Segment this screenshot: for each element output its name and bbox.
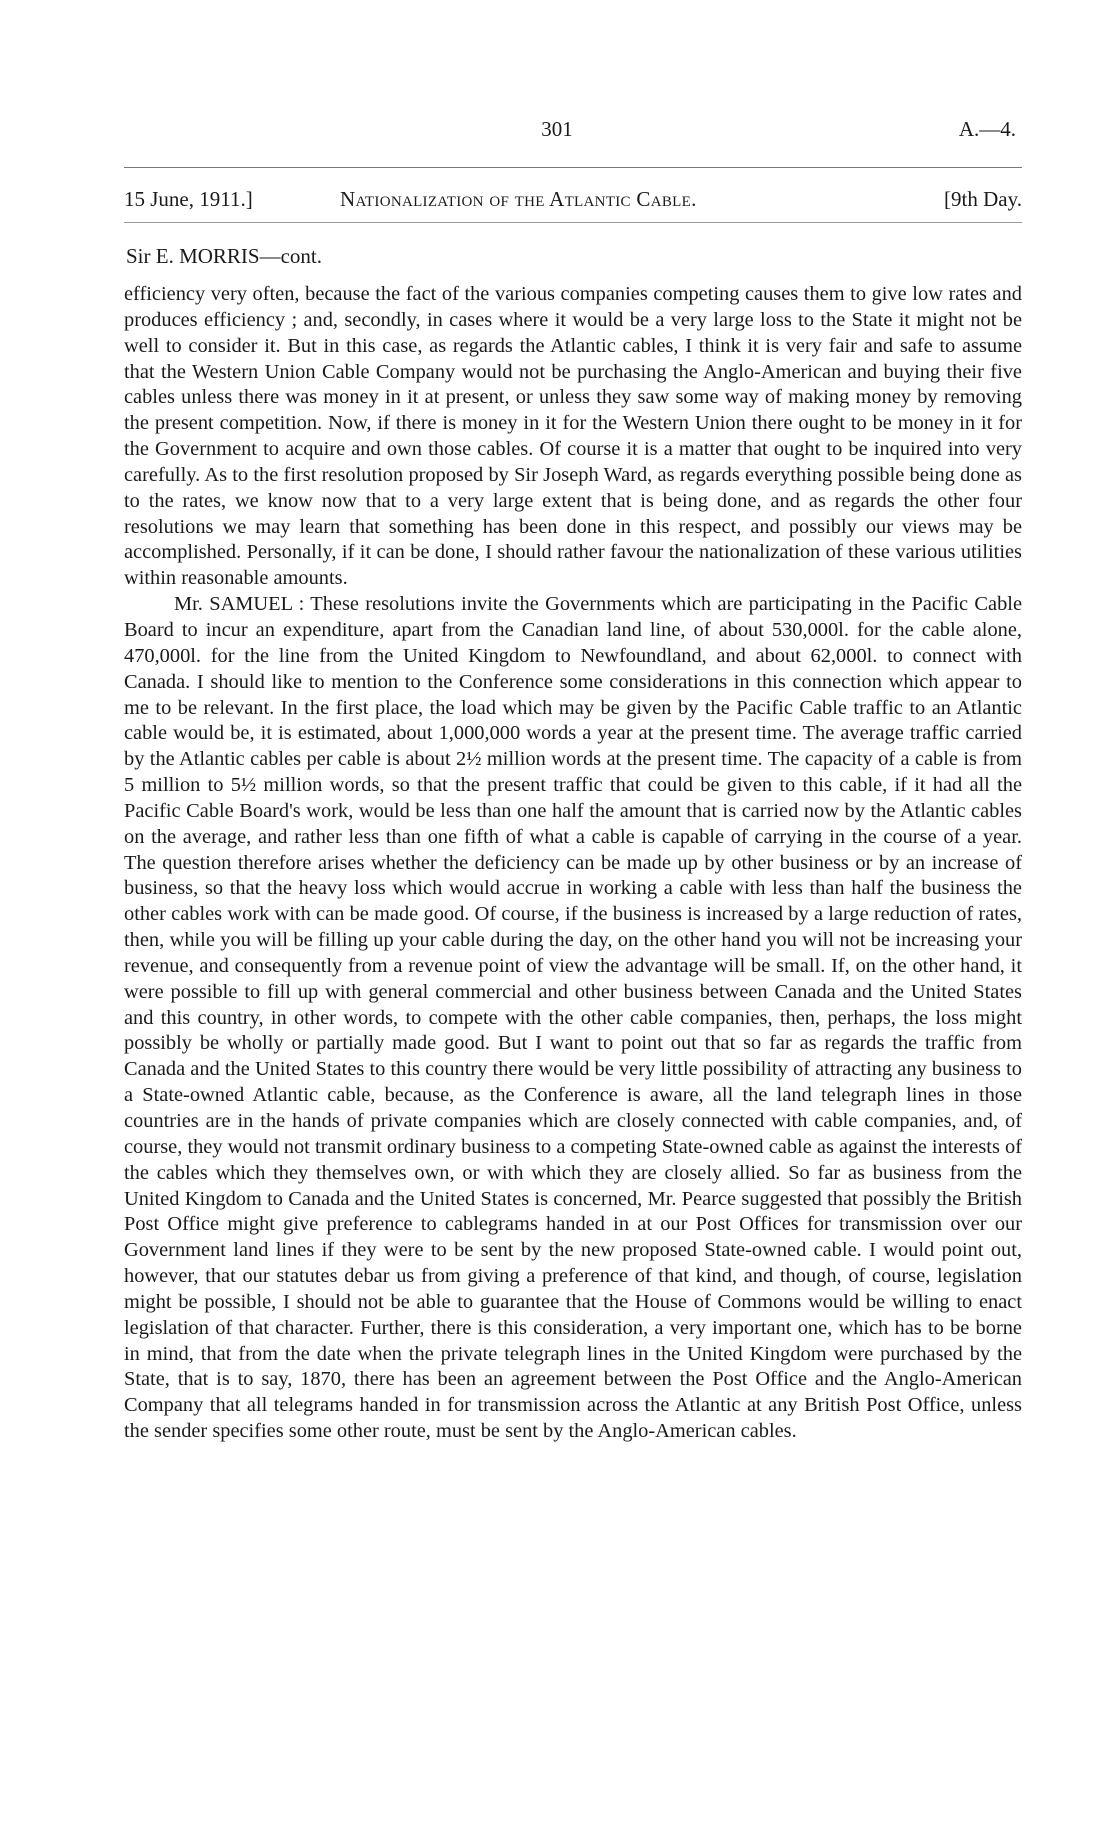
speaker-continuation: Sir E. MORRIS—cont. (126, 244, 323, 268)
body-text (124, 282, 1022, 1445)
paragraph-samuel: Mr. SAMUEL : These resolutions invite the Governments which are participating in the Pacific Cable Board to incur an expenditure, apart from the Canadian land line, of about 530,000l. for the cable alone, 470,000l. for the line from the United Kingdom to Newfoundland, and about 62,000l. to connect with Canada. I should like to mention to the Conference some considerations in this connection which appear to me to be relevant. In the first place, the load which may be given by the Pacific Cable traffic to an Atlantic cable would be, it is estimated, about 1,000,000 words a year at the present time. The average traffic carried by the Atlantic cables per cable is about 2½ million words at the present time. The capacity of a cable is from 5 million to 5½ million words, so that the present traffic that could be given to this cable, if it had all the Pacific Cable Board's work, would be less than one half the amount that is carried now by the Atlantic cables on the average, and rather less than one fifth of what a cable is capable of carrying in the course of a year. The question therefore arises whether the deficiency can be made up by other business or by an increase of business, so that the heavy loss which would accrue in working a cable with less than half the business the other cables work with can be made good. Of course, if the business is increased by a large reduction of rates, then, while you will be filling up your cable during the day, on the other hand you will not be increasing your revenue, and consequently from a revenue point of view the advantage will be small. If, on the other hand, it were possible to fill up with general commercial and other business between Canada and the United States and this country, in other words, to compete with the other cable companies, then, perhaps, the loss might possibly be wholly or partially made good. But I want to point out that so far as regards the traffic from Canada and the United States to this country there would be very little possibility of attracting any business to a State-owned Atlantic cable, because, as the Conference is aware, all the land telegraph lines in those countries are in the hands of private companies which are closely connected with cable companies, and, of course, they would not transmit ordinary business to a competing State-owned cable as against the interests of the cables which they themselves own, or with which they are closely allied. So far as business from the United Kingdom to Canada and the United States is concerned, Mr. Pearce suggested that possibly the British Post Office might give preference to cablegrams handed in at our Post Offices for transmission over our Government land lines if they were to be sent by the new proposed State-owned cable. I would point out, however, that our statutes debar us from giving a preference of that kind, and though, of course, legislation might be possible, I should not be able to guarantee that the House of Commons would be willing to enact legislation of that character. Further, there is this consideration, a very important one, which has to be borne in mind, that from the date when the private telegraph lines in the United Kingdom were purchased by the State, that is to say, 1870, there has been an agreement between the Post Office and the Anglo-American Company that all telegrams handed in for transmission across the Atlantic at any British Post Office, unless the sender specifies some other route, must be sent by the Anglo-American cables. (124, 593, 1022, 1443)
paragraph-morris: efficiency very often, because the fact of the various companies competing causes them to give low rates and produces efficiency ; and, secondly, in cases where it would be a very large loss to the State it might not be well to consider it. But in this case, as regards the Atlantic cables, I think it is very fair and safe to assume that the Western Union Cable Company would not be purchasing the Anglo-American and buying their five cables unless there was money in it at present, or unless they saw some way of making money by removing the present competition. Now, if there is money in it for the Western Union there ought to be money in it for the Government to acquire and own those cables. Of course it is a matter that ought to be inquired into very carefully. As to the first resolution proposed by Sir Joseph Ward, as regards everything possible being done as to the rates, we know now that to a very large extent that is being done, and as regards the other four resolutions we may learn that something has been done in this respect, and possibly our views may be accomplished. Personally, if it can be done, I should rather favour the nationalization of these various utilities within reasonable amounts. (124, 283, 1022, 590)
header-rule-top (124, 167, 1022, 168)
session-date: 15 June, 1911.] (124, 187, 253, 211)
session-day: [9th Day. (944, 187, 1022, 211)
running-title: Nationalization of the Atlantic Cable. (340, 187, 697, 211)
header-rule-bottom (124, 222, 1022, 223)
document-reference: A.—4. (958, 117, 1016, 141)
page-number: 301 (541, 117, 573, 141)
